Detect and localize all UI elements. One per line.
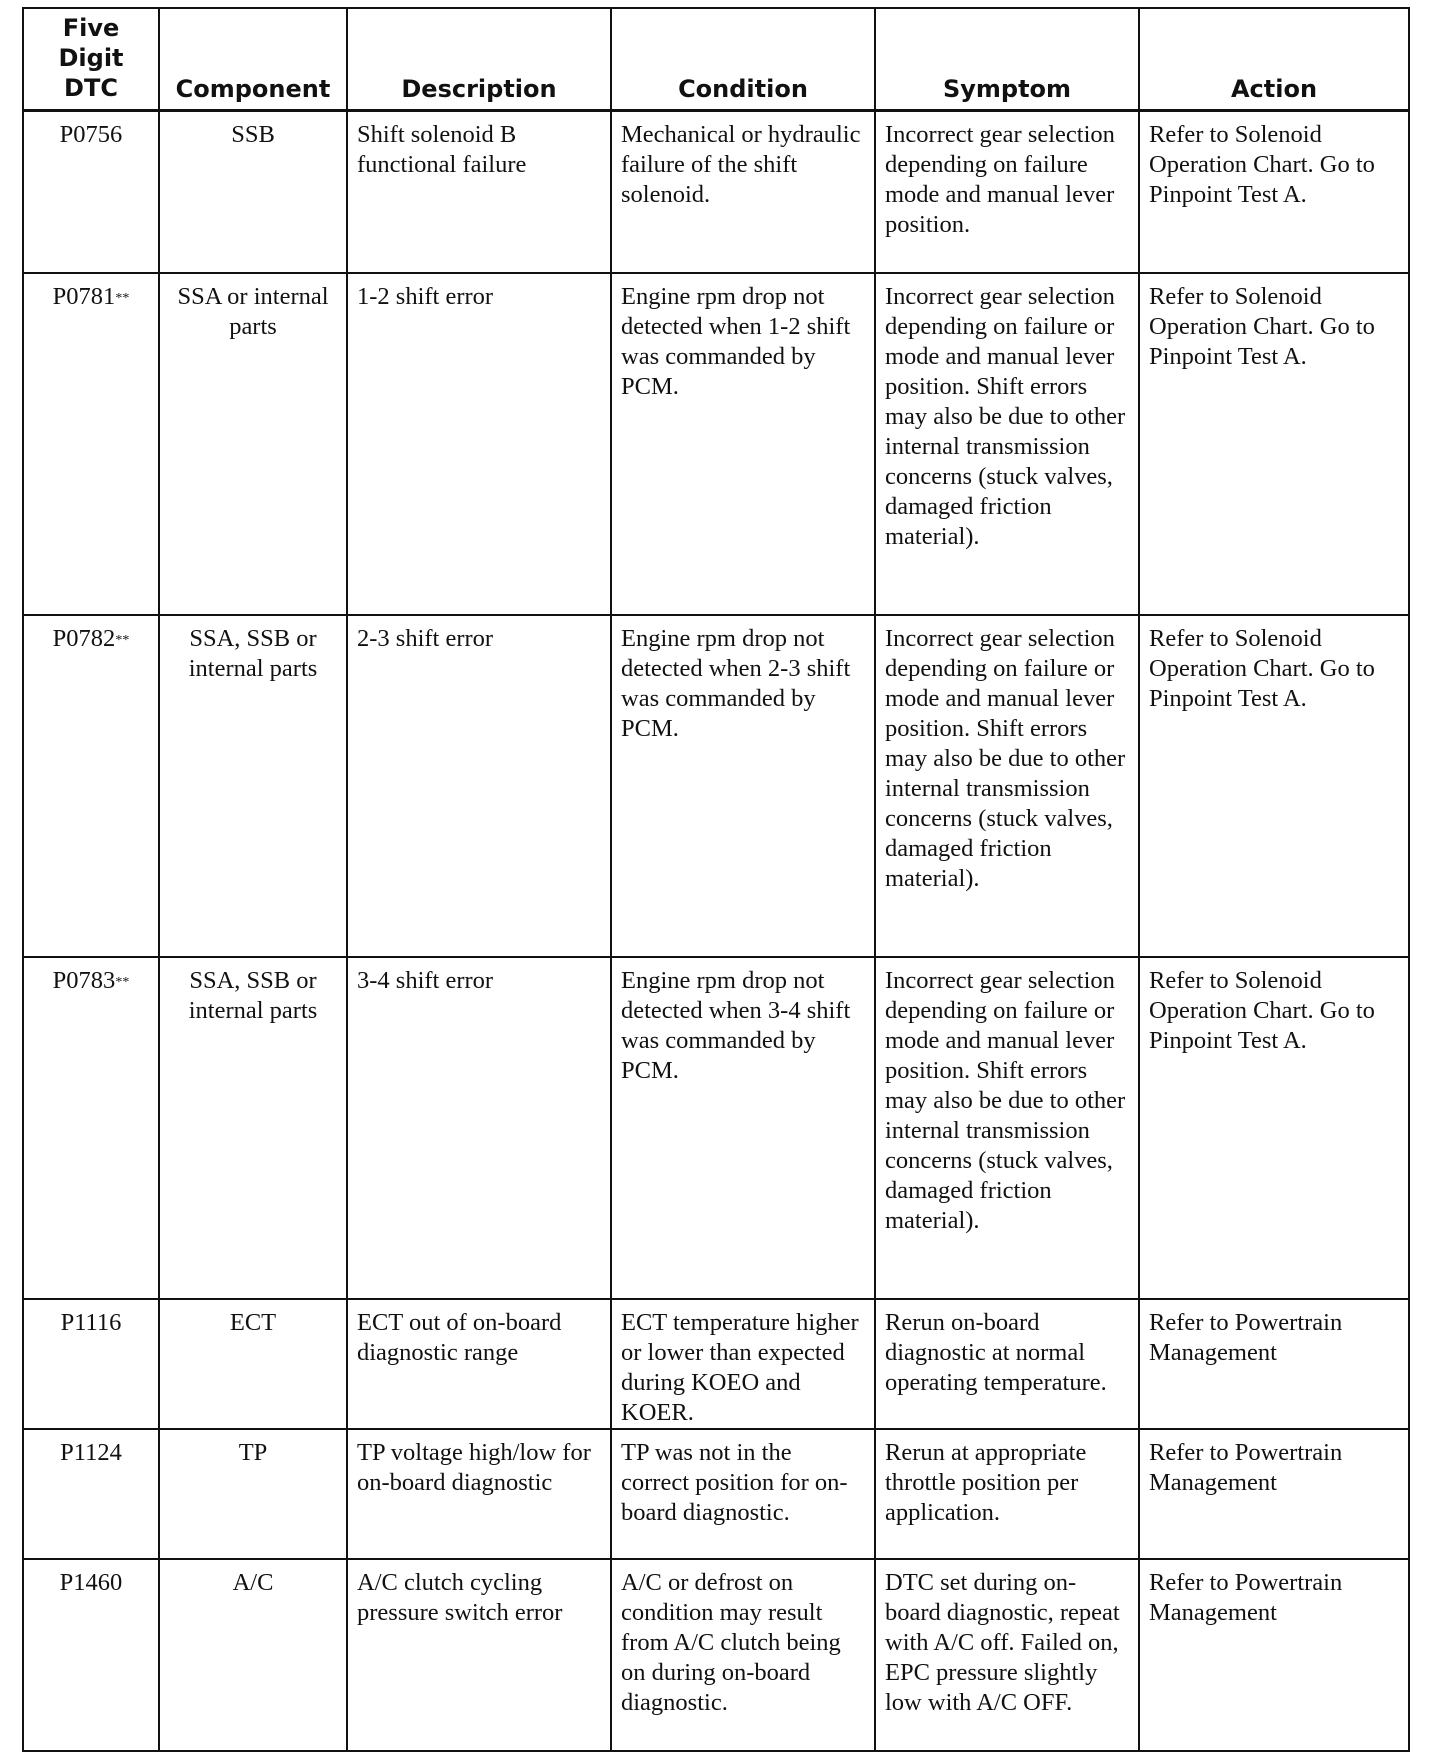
symptom-text: DTC set during on-board diagnostic, repeat with A/C off. Failed on, EPC pressure slightly low with A/C OFF. xyxy=(885,1568,1120,1716)
component-text: SSA, SSB or internal parts xyxy=(188,966,318,1024)
condition-text: TP was not in the correct position for on-board diagnostic. xyxy=(621,1438,848,1526)
cell-component xyxy=(159,1429,347,1559)
dtc-text: P1460 xyxy=(59,1568,123,1596)
action-text: Refer to Powertrain Management xyxy=(1149,1308,1343,1366)
cell-dtc xyxy=(23,1559,159,1751)
cell-condition xyxy=(611,111,875,273)
component-text: ECT xyxy=(229,1308,277,1336)
cell-description xyxy=(347,111,611,273)
cell-condition xyxy=(611,957,875,1299)
action-text: Refer to Powertrain Management xyxy=(1149,1438,1343,1496)
cell-action xyxy=(1139,957,1409,1299)
cell-dtc xyxy=(23,957,159,1299)
cell-description xyxy=(347,1429,611,1559)
action-text: Refer to Solenoid Operation Chart. Go to Pinpoint Test A. xyxy=(1149,966,1375,1054)
cell-condition xyxy=(611,273,875,615)
cell-action xyxy=(1139,111,1409,273)
cell-component xyxy=(159,273,347,615)
cell-condition xyxy=(611,615,875,957)
symptom-text: Rerun at appropriate throttle position per application. xyxy=(885,1438,1087,1526)
cell-action xyxy=(1139,1429,1409,1559)
header-condition: Condition xyxy=(611,8,875,111)
condition-text: A/C or defrost on condition may result from A/C clutch being on during on-board diagnostic. xyxy=(621,1568,841,1716)
cell-action xyxy=(1139,1299,1409,1429)
cell-component xyxy=(159,615,347,957)
cell-dtc xyxy=(23,615,159,957)
description-text: Shift solenoid B functional failure xyxy=(357,121,527,178)
action-text: Refer to Solenoid Operation Chart. Go to Pinpoint Test A. xyxy=(1149,624,1375,712)
cell-condition xyxy=(611,1429,875,1559)
table-header xyxy=(23,8,1409,111)
action-text: Refer to Solenoid Operation Chart. Go to Pinpoint Test A. xyxy=(1149,282,1375,370)
description-text: 1-2 shift error xyxy=(357,282,494,310)
dtc-text: P0783 xyxy=(52,966,116,994)
cell-component xyxy=(159,1559,347,1751)
header-action: Action xyxy=(1139,8,1409,111)
component-text: A/C xyxy=(232,1568,274,1596)
cell-condition xyxy=(611,1559,875,1751)
condition-text: ECT temperature higher or lower than expected during KOEO and KOER. xyxy=(621,1308,859,1426)
header-dtc: Five Digit DTC xyxy=(23,8,159,111)
cell-description xyxy=(347,1299,611,1429)
symptom-text: Incorrect gear selection depending on failure or mode and manual lever position. Shift errors may also be due to other internal transmission concerns (stuck valves, damaged friction material). xyxy=(885,966,1126,1234)
cell-action xyxy=(1139,1559,1409,1751)
component-text: SSA, SSB or internal parts xyxy=(188,624,318,682)
dtc-text: P1124 xyxy=(60,1438,122,1466)
dtc-text: P0782 xyxy=(52,624,116,652)
description-text: A/C clutch cycling pressure switch error xyxy=(357,1568,563,1626)
component-text: TP xyxy=(238,1438,268,1466)
symptom-text: Incorrect gear selection depending on failure mode and manual lever position. xyxy=(885,121,1115,238)
condition-text: Engine rpm drop not detected when 3-4 shift was commanded by PCM. xyxy=(621,966,851,1084)
cell-dtc xyxy=(23,111,159,273)
dtc-table xyxy=(22,7,1410,1752)
dtc-footnote-mark: ** xyxy=(115,974,130,990)
cell-component xyxy=(159,957,347,1299)
component-text: SSB xyxy=(231,121,275,148)
action-text: Refer to Powertrain Management xyxy=(1149,1568,1343,1626)
dtc-footnote-mark: ** xyxy=(115,290,130,306)
cell-description xyxy=(347,273,611,615)
cell-component xyxy=(159,111,347,273)
table-row xyxy=(23,1559,1409,1751)
cell-symptom xyxy=(875,957,1139,1299)
component-text: SSA or internal parts xyxy=(177,282,329,340)
table-row xyxy=(23,111,1409,273)
dtc-text: P1116 xyxy=(60,1308,122,1336)
header-component: Component xyxy=(159,8,347,111)
cell-description xyxy=(347,1559,611,1751)
cell-symptom xyxy=(875,111,1139,273)
cell-description xyxy=(347,957,611,1299)
description-text: 2-3 shift error xyxy=(357,624,494,652)
dtc-text: P0756 xyxy=(59,121,123,148)
table-row xyxy=(23,615,1409,957)
symptom-text: Incorrect gear selection depending on failure or mode and manual lever position. Shift errors may also be due to other internal transmission concerns (stuck valves, damaged friction material). xyxy=(885,624,1126,892)
cell-action xyxy=(1139,615,1409,957)
cell-dtc xyxy=(23,273,159,615)
condition-text: Engine rpm drop not detected when 2-3 shift was commanded by PCM. xyxy=(621,624,851,742)
table-body xyxy=(23,111,1409,1751)
table-row xyxy=(23,1429,1409,1559)
cell-component xyxy=(159,1299,347,1429)
symptom-text: Incorrect gear selection depending on failure or mode and manual lever position. Shift errors may also be due to other internal transmission concerns (stuck valves, damaged friction material). xyxy=(885,282,1126,550)
cell-symptom xyxy=(875,1429,1139,1559)
symptom-text: Rerun on-board diagnostic at normal operating temperature. xyxy=(885,1308,1107,1396)
condition-text: Mechanical or hydraulic failure of the shift solenoid. xyxy=(621,121,861,208)
cell-dtc xyxy=(23,1429,159,1559)
dtc-footnote-mark: ** xyxy=(115,632,130,648)
table-row xyxy=(23,273,1409,615)
cell-symptom xyxy=(875,1299,1139,1429)
table-row xyxy=(23,1299,1409,1429)
cell-condition xyxy=(611,1299,875,1429)
dtc-text: P0781 xyxy=(52,282,116,310)
cell-action xyxy=(1139,273,1409,615)
description-text: ECT out of on-board diagnostic range xyxy=(357,1308,562,1366)
cell-symptom xyxy=(875,615,1139,957)
cell-symptom xyxy=(875,273,1139,615)
condition-text: Engine rpm drop not detected when 1-2 shift was commanded by PCM. xyxy=(621,282,851,400)
cell-dtc xyxy=(23,1299,159,1429)
description-text: TP voltage high/low for on-board diagnostic xyxy=(357,1438,591,1496)
action-text: Refer to Solenoid Operation Chart. Go to Pinpoint Test A. xyxy=(1149,121,1375,208)
cell-symptom xyxy=(875,1559,1139,1751)
table-row xyxy=(23,957,1409,1299)
description-text: 3-4 shift error xyxy=(357,966,494,994)
header-description: Description xyxy=(347,8,611,111)
header-symptom: Symptom xyxy=(875,8,1139,111)
cell-description xyxy=(347,615,611,957)
